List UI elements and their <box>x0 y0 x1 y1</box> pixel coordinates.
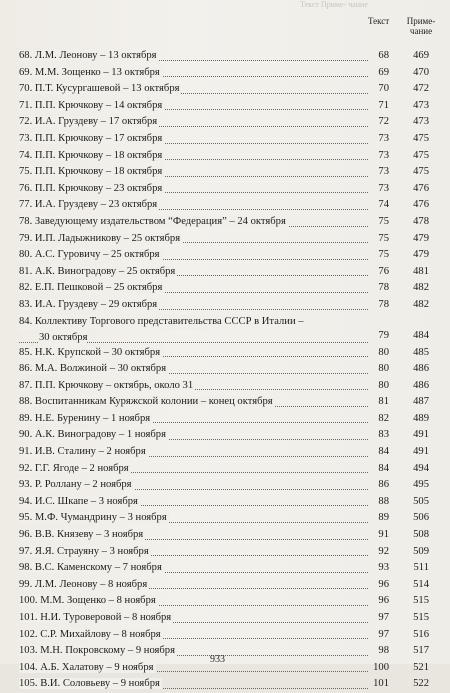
text-page-number: 81 <box>378 396 389 408</box>
entry-text: 90. А.К. Виноградову – 1 ноября <box>19 429 166 441</box>
list-item <box>0 593 450 610</box>
list-item <box>0 231 450 248</box>
entry-title <box>19 577 368 594</box>
entry-text: 88. Воспитанникам Куряжской колонии – конец октября <box>19 396 273 408</box>
list-item <box>0 280 450 297</box>
text-page-number: 73 <box>378 149 389 161</box>
list-item <box>0 560 450 577</box>
note-page-number: 478 <box>413 215 429 227</box>
note-page-number: 479 <box>413 249 429 261</box>
entry-text-continued: 30 октября <box>39 330 87 347</box>
entry-text: 95. М.Ф. Чумандрину – 3 ноября <box>19 512 167 524</box>
text-page-number: 74 <box>378 199 389 211</box>
note-page-number: 516 <box>413 628 429 640</box>
entry-text: 99. Л.М. Леонову – 8 ноября <box>19 578 148 590</box>
entry-title <box>19 660 368 677</box>
text-page-number: 70 <box>378 83 389 95</box>
text-page-number: 84 <box>378 462 389 474</box>
entry-title <box>19 214 368 231</box>
entry-title <box>19 98 368 115</box>
list-item <box>0 627 450 644</box>
text-page-number: 69 <box>378 66 389 78</box>
list-item <box>0 676 450 693</box>
text-page-number: 101 <box>373 678 389 690</box>
entry-title <box>19 65 368 82</box>
entry-text: 69. М.М. Зощенко – 13 октября <box>19 66 160 78</box>
text-page-number: 72 <box>378 116 389 128</box>
list-item <box>0 361 450 378</box>
entry-title <box>19 427 368 444</box>
list-item <box>0 461 450 478</box>
text-page-number: 100 <box>373 661 389 673</box>
text-page-number: 80 <box>378 379 389 391</box>
list-item <box>0 114 450 131</box>
text-page-number: 84 <box>378 446 389 458</box>
list-item <box>0 394 450 411</box>
text-page-number: 68 <box>378 50 389 61</box>
note-page-number: 470 <box>413 66 429 78</box>
entry-title <box>19 297 368 314</box>
text-page-number: 73 <box>378 132 389 144</box>
note-column-header <box>398 16 444 36</box>
entry-text: 103. М.Н. Покровскому – 9 ноября <box>19 645 175 657</box>
entry-title <box>19 411 368 428</box>
note-page-number: 522 <box>413 678 429 690</box>
note-page-number: 485 <box>413 346 429 358</box>
text-page-number: 97 <box>378 628 389 640</box>
entry-text: 86. М.А. Волжиной – 30 октября <box>19 363 167 375</box>
text-page-number: 97 <box>378 612 389 623</box>
note-page-number: 509 <box>413 545 429 557</box>
entry-text: 85. Н.К. Крупской – 30 октября <box>19 346 161 358</box>
entry-title <box>19 461 368 478</box>
entry-text: 98. В.С. Каменскому – 7 ноября <box>19 562 162 574</box>
contents-list <box>0 48 450 693</box>
list-item <box>0 477 450 494</box>
text-page-number: 78 <box>378 298 389 310</box>
list-item <box>0 411 450 428</box>
entry-title <box>19 114 368 131</box>
text-page-number: 79 <box>378 329 389 341</box>
entry-text: 100. М.М. Зощенко – 8 ноября <box>19 595 156 607</box>
text-page-number: 86 <box>378 479 389 491</box>
column-headers <box>368 16 444 46</box>
note-page-number: 494 <box>413 462 429 474</box>
note-column-header-line: Приме- чание <box>406 16 436 36</box>
entry-title <box>19 345 368 362</box>
note-page-number: 514 <box>413 578 429 590</box>
list-item <box>0 164 450 181</box>
entry-text: 105. В.И. Соловьеву – 9 ноября <box>19 678 160 690</box>
text-page-number: 83 <box>378 429 389 441</box>
entry-title <box>19 197 368 214</box>
note-page-number: 515 <box>413 595 429 607</box>
note-page-number: 495 <box>413 479 429 491</box>
list-item <box>0 65 450 82</box>
note-page-number: 508 <box>413 529 429 541</box>
entry-title <box>19 131 368 148</box>
entry-text: 87. П.П. Крючкову – октябрь, около 31 <box>19 379 194 391</box>
list-item <box>0 247 450 264</box>
text-page-number: 80 <box>378 346 389 358</box>
text-page-number: 96 <box>378 595 389 607</box>
list-item <box>0 427 450 444</box>
list-item <box>0 264 450 281</box>
entry-text: 72. И.А. Груздеву – 17 октября <box>19 116 158 128</box>
entry-text: 97. Я.Я. Страуяну – 3 ноября <box>19 545 149 557</box>
entry-text: 73. П.П. Крючкову – 17 октября <box>19 132 163 144</box>
entry-title <box>19 148 368 165</box>
note-page-number: 489 <box>413 412 429 424</box>
entry-text: 93. Р. Роллану – 2 ноября <box>19 479 132 491</box>
note-page-number: 491 <box>413 446 429 458</box>
list-item <box>0 81 450 98</box>
list-item <box>0 214 450 231</box>
entry-title <box>19 494 368 511</box>
text-page-number: 92 <box>378 545 389 557</box>
text-page-number: 82 <box>378 412 389 424</box>
note-page-number: 506 <box>413 512 429 524</box>
text-page-number: 80 <box>378 363 389 375</box>
list-item <box>0 48 450 65</box>
entry-title <box>19 527 368 544</box>
entry-title <box>19 676 368 693</box>
note-page-number: 515 <box>413 612 429 623</box>
list-item <box>0 148 450 165</box>
text-page-number: 89 <box>378 512 389 524</box>
note-page-number: 487 <box>413 396 429 408</box>
bleed-through-text: Текст Приме- чание <box>300 0 368 9</box>
entry-text: 68. Л.М. Леонову – 13 октября <box>19 50 157 61</box>
list-item <box>0 610 450 627</box>
entry-text: 81. А.К. Виноградову – 25 октября <box>19 265 176 277</box>
entry-title <box>19 231 368 248</box>
entry-text: 101. Н.И. Туроверовой – 8 ноября <box>19 612 172 623</box>
text-page-number: 96 <box>378 578 389 590</box>
list-item <box>0 297 450 314</box>
entry-text: 80. А.С. Гуровичу – 25 октября <box>19 249 160 261</box>
entry-text: 74. П.П. Крючкову – 18 октября <box>19 149 163 161</box>
entry-text: 75. П.П. Крючкову – 18 октября <box>19 166 163 178</box>
entry-text: 71. П.П. Крючкову – 14 октября <box>19 99 163 111</box>
entry-title <box>19 593 368 610</box>
note-page-number: 521 <box>413 661 429 673</box>
entry-title <box>19 477 368 494</box>
entry-title <box>19 510 368 527</box>
entry-title <box>19 181 368 198</box>
entry-text: 94. И.С. Шкапе – 3 ноября <box>19 495 138 507</box>
note-page-number: 473 <box>413 116 429 128</box>
note-page-number: 511 <box>413 562 429 574</box>
text-page-number: 78 <box>378 282 389 294</box>
entry-text: 89. Н.Е. Буренину – 1 ноября <box>19 412 151 424</box>
list-item <box>0 510 450 527</box>
text-page-number: 76 <box>378 265 389 277</box>
entry-title <box>19 394 368 411</box>
entry-text: 102. С.Р. Михайлову – 8 ноября <box>19 628 161 640</box>
entry-title <box>19 247 368 264</box>
text-column-header: Текст <box>368 16 390 26</box>
entry-text: 82. Е.П. Пешковой – 25 октября <box>19 282 163 294</box>
note-page-number: 486 <box>413 379 429 391</box>
entry-title <box>19 48 368 65</box>
text-page-number: 73 <box>378 182 389 194</box>
text-page-number: 71 <box>378 99 389 111</box>
note-page-number: 472 <box>413 83 429 95</box>
text-page-number: 98 <box>378 645 389 657</box>
list-item <box>0 378 450 395</box>
text-page-number: 73 <box>378 166 389 178</box>
list-item <box>0 494 450 511</box>
list-item <box>0 444 450 461</box>
entry-text: 91. И.В. Сталину – 2 ноября <box>19 446 146 458</box>
note-page-number: 517 <box>413 645 429 657</box>
note-page-number: 473 <box>413 99 429 111</box>
text-page-number: 75 <box>378 215 389 227</box>
entry-title <box>19 378 368 395</box>
note-page-number: 475 <box>413 149 429 161</box>
list-item <box>0 181 450 198</box>
note-page-number: 479 <box>413 232 429 244</box>
list-item <box>0 197 450 214</box>
entry-text: 96. В.В. Князеву – 3 ноября <box>19 529 144 541</box>
entry-title <box>19 314 368 347</box>
entry-title <box>19 643 368 660</box>
list-item <box>0 643 450 660</box>
entry-text: 76. П.П. Крючкову – 23 октября <box>19 182 163 194</box>
entry-title <box>19 544 368 561</box>
note-page-number: 475 <box>413 132 429 144</box>
entry-title <box>19 280 368 297</box>
list-item <box>0 660 450 677</box>
entry-text: 104. А.Б. Халатову – 9 ноября <box>19 661 154 673</box>
note-page-number: 476 <box>413 182 429 194</box>
entry-text: 70. П.Т. Кусургашевой – 13 октября <box>19 83 180 95</box>
note-page-number: 491 <box>413 429 429 441</box>
list-item <box>0 577 450 594</box>
note-page-number: 484 <box>413 329 429 341</box>
entry-text: 92. Г.Г. Ягоде – 2 ноября <box>19 462 129 474</box>
list-item <box>0 544 450 561</box>
note-page-number: 476 <box>413 199 429 211</box>
text-page-number: 75 <box>378 249 389 261</box>
note-page-number: 469 <box>413 50 429 61</box>
entry-title <box>19 560 368 577</box>
note-page-number: 486 <box>413 363 429 375</box>
entry-title <box>19 610 368 627</box>
text-page-number: 88 <box>378 495 389 507</box>
note-page-number: 481 <box>413 265 429 277</box>
list-item <box>0 98 450 115</box>
entry-title <box>19 264 368 281</box>
list-item <box>0 131 450 148</box>
entry-title <box>19 164 368 181</box>
page-number: 933 <box>210 654 225 665</box>
note-page-number: 475 <box>413 166 429 178</box>
note-page-number: 482 <box>413 282 429 294</box>
text-page-number: 93 <box>378 562 389 574</box>
entry-title <box>19 627 368 644</box>
entry-text: 78. Заведующему издательством “Федерация” – 24 октября <box>19 215 286 227</box>
note-page-number: 482 <box>413 298 429 310</box>
note-page-number: 505 <box>413 495 429 507</box>
text-page-number: 75 <box>378 232 389 244</box>
text-page-number: 91 <box>378 529 389 541</box>
list-item <box>0 345 450 362</box>
entry-title <box>19 361 368 378</box>
list-item <box>0 314 450 345</box>
entry-text: 77. И.А. Груздеву – 23 октября <box>19 199 158 211</box>
entry-text: 79. И.П. Ладыжникову – 25 октября <box>19 232 181 244</box>
entry-text: 83. И.А. Груздеву – 29 октября <box>19 298 158 310</box>
entry-text: 84. Коллективу Торгового представительства СССР в Италии – <box>19 314 306 331</box>
entry-title <box>19 444 368 461</box>
list-item <box>0 527 450 544</box>
entry-title <box>19 81 368 98</box>
